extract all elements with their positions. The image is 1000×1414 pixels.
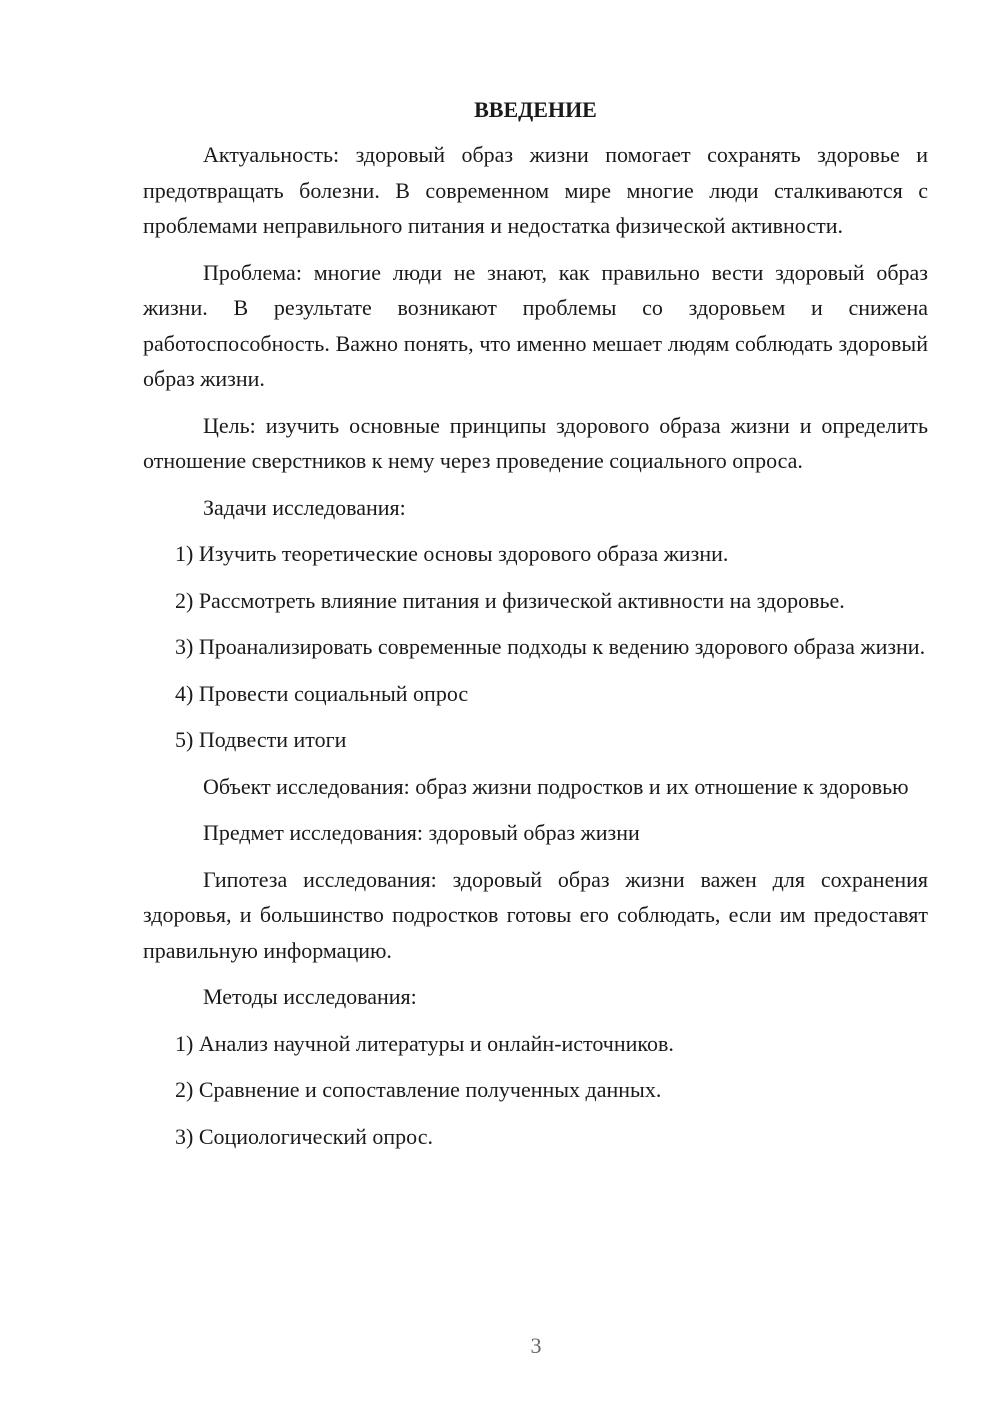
- problem-paragraph: Проблема: многие люди не знают, как правильно вести здоровый образ жизни. В результате возникают проблемы со здоровьем и снижена работоспособность. Важно понять, что именно мешает людям соблюдать здоровый образ жизни.: [143, 259, 928, 391]
- task-item-5: 5) Подвести итоги: [175, 727, 347, 752]
- methods-heading: Методы исследования:: [203, 984, 417, 1009]
- method-item-2: 2) Сравнение и сопоставление полученных данных.: [175, 1077, 662, 1102]
- document-page: [143, 95, 928, 1165]
- subject-paragraph: Предмет исследования: здоровый образ жизни: [203, 820, 640, 845]
- page-number: 3: [530, 1333, 542, 1358]
- task-item-2: 2) Рассмотреть влияние питания и физической активности на здоровье.: [175, 587, 845, 613]
- hypothesis-paragraph: Гипотеза исследования: здоровый образ жизни важен для сохранения здоровья, и большинство подростков готовы его соблюдать, если им предоставят правильную информацию.: [143, 866, 928, 963]
- task-item-3: 3) Проанализировать современные подходы к ведению здорового образа жизни.: [175, 634, 926, 659]
- task-item-4: 4) Провести социальный опрос: [175, 680, 469, 706]
- tasks-heading: Задачи исследования:: [203, 494, 406, 520]
- goal-paragraph: Цель: изучить основные принципы здорового образа жизни и определить отношение сверстников к нему через проведение социального опроса.: [143, 412, 928, 473]
- task-item-1: 1) Изучить теоретические основы здорового образа жизни.: [175, 541, 729, 566]
- method-item-1: 1) Анализ научной литературы и онлайн-источников.: [175, 1030, 674, 1056]
- relevance-paragraph: Актуальность: здоровый образ жизни помогает сохранять здоровье и предотвращать болезни. В современном мире многие люди сталкиваются с проблемами неправильного питания и недостатка физической активности.: [143, 142, 928, 238]
- section-title: ВВЕДЕНИЕ: [474, 97, 597, 122]
- object-paragraph: Объект исследования: образ жизни подростков и их отношение к здоровью: [203, 773, 909, 799]
- method-item-3: 3) Социологический опрос.: [175, 1123, 433, 1149]
